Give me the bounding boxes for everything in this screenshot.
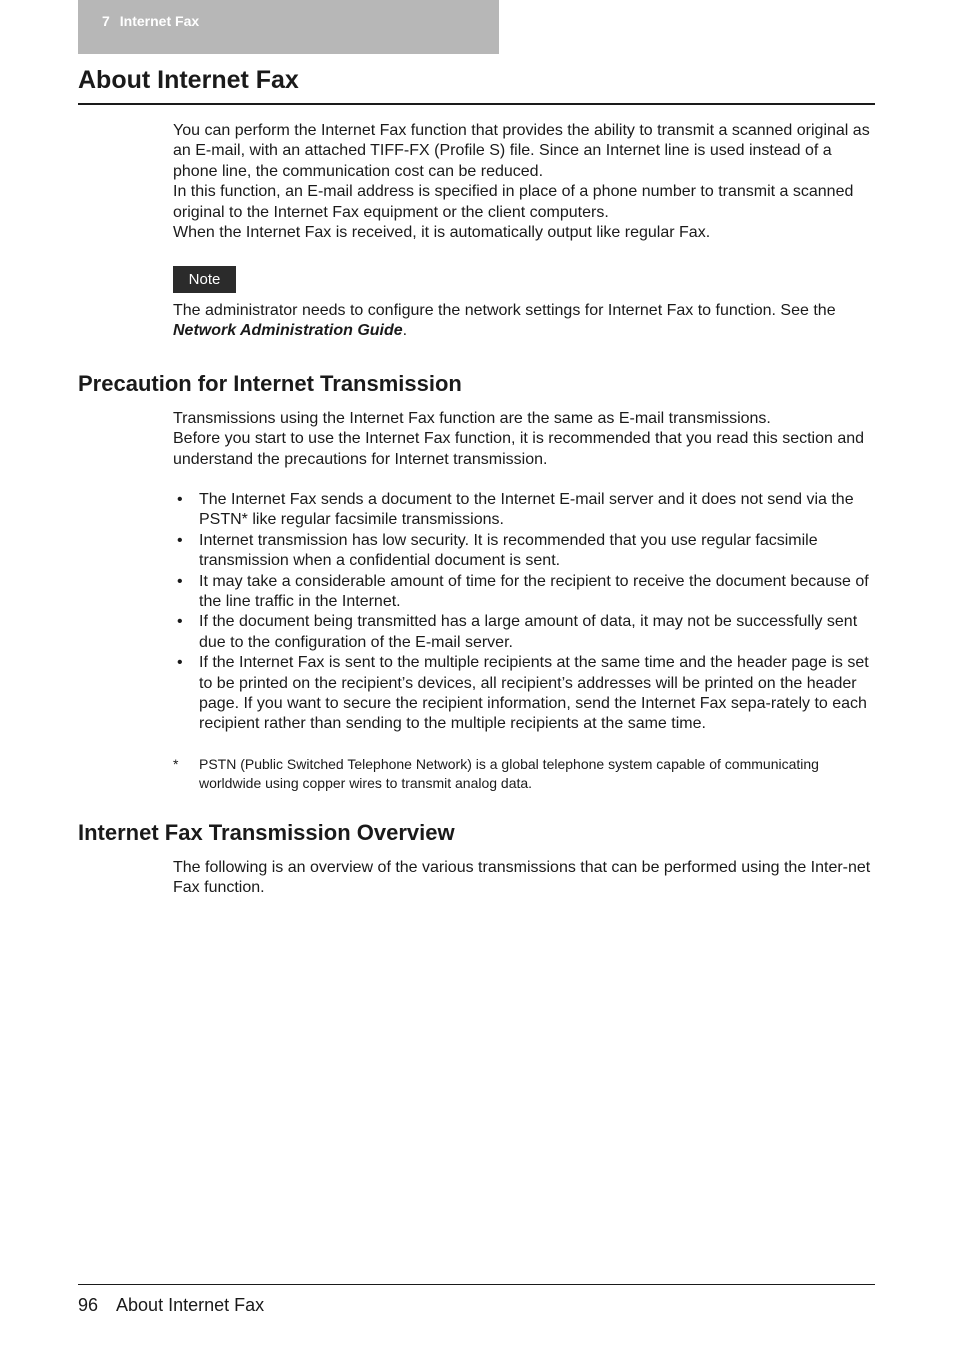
list-item [173,531,875,572]
list-item-text: It may take a considerable amount of time for the recipient to receive the document because of the line traffic in the Internet. [199,572,869,611]
note-text [173,301,875,342]
page-footer [78,1295,264,1316]
overview-text [173,858,875,899]
note-text-before: The administrator needs to configure the network settings for Internet Fax to function. See the [173,302,836,319]
chapter-label [102,13,199,29]
section-heading-overview: Internet Fax Transmission Overview [78,820,455,845]
note-text-after: . [402,322,408,340]
chapter-title: Internet Fax [119,13,200,29]
precaution-intro [173,409,875,470]
precaution-list [173,490,875,735]
chapter-number: 7 [102,13,110,29]
intro-paragraph: In this function, an E-mail address is specified in place of a phone number to transmit a scanned original to the Internet Fax equipment or the client computers. [173,183,854,221]
footnote [173,755,875,793]
list-item [173,612,875,653]
intro-paragraph: You can perform the Internet Fax function that provides the ability to transmit a scanned original as an E-mail, with an attached TIFF-FX (Profile S) file. Since an Internet line is used instead of a phone line, the communication cost can be reduced. [173,122,870,180]
bullet-icon: • [177,491,183,508]
list-item-text: The Internet Fax sends a document to the Internet E-mail server and it does not send via the PSTN* like regular facsimile transmissions. [199,491,854,529]
intro-paragraph: When the Internet Fax is received, it is automatically output like regular Fax. [173,224,711,242]
title-divider [78,103,875,105]
page-number: 96 [78,1295,99,1315]
bullet-icon: • [177,613,183,631]
footnote-text: PSTN (Public Switched Telephone Network) is a global telephone system capable of communicating worldwide using copper wires to transmit analog data. [199,756,819,791]
footer-section-title: About Internet Fax [116,1295,265,1315]
bullet-icon: • [177,572,183,590]
list-item-text: If the Internet Fax is sent to the multiple recipients at the same time and the header page is set to be printed on the recipient’s devices, all recipient’s addresses will be printed on the header page. If you want to secure the recipient information, send the Internet Fax sepa-rately to each recipient rather than sending to the multiple recipients at the same time. [199,654,869,733]
list-item [173,490,875,531]
precaution-paragraph: Before you start to use the Internet Fax function, it is recommended that you read this section and understand the precautions for Internet transmission. [173,430,865,468]
list-item [173,572,875,613]
overview-paragraph: The following is an overview of the various transmissions that can be performed using the Inter-net Fax function. [173,859,871,897]
page-title: About Internet Fax [78,66,299,94]
bullet-icon: • [177,531,183,549]
section-heading-precaution: Precaution for Internet Transmission [78,371,462,396]
list-item-text: If the document being transmitted has a large amount of data, it may not be successfully sent due to the configuration of the E-mail server. [199,613,858,651]
note-label: Note [173,266,236,293]
bullet-icon: • [177,654,183,672]
list-item [173,653,875,735]
footnote-mark: * [173,756,179,772]
note-paragraph [173,301,875,342]
precaution-paragraph: Transmissions using the Internet Fax function are the same as E-mail transmissions. [173,410,771,427]
guide-reference: Network Administration Guide [173,322,403,340]
chapter-header-tab [78,0,499,54]
intro-text [173,121,875,243]
list-item-text: Internet transmission has low security. It is recommended that you use regular facsimile transmission when a confidential document is sent. [199,531,818,570]
footer-divider [78,1284,875,1285]
